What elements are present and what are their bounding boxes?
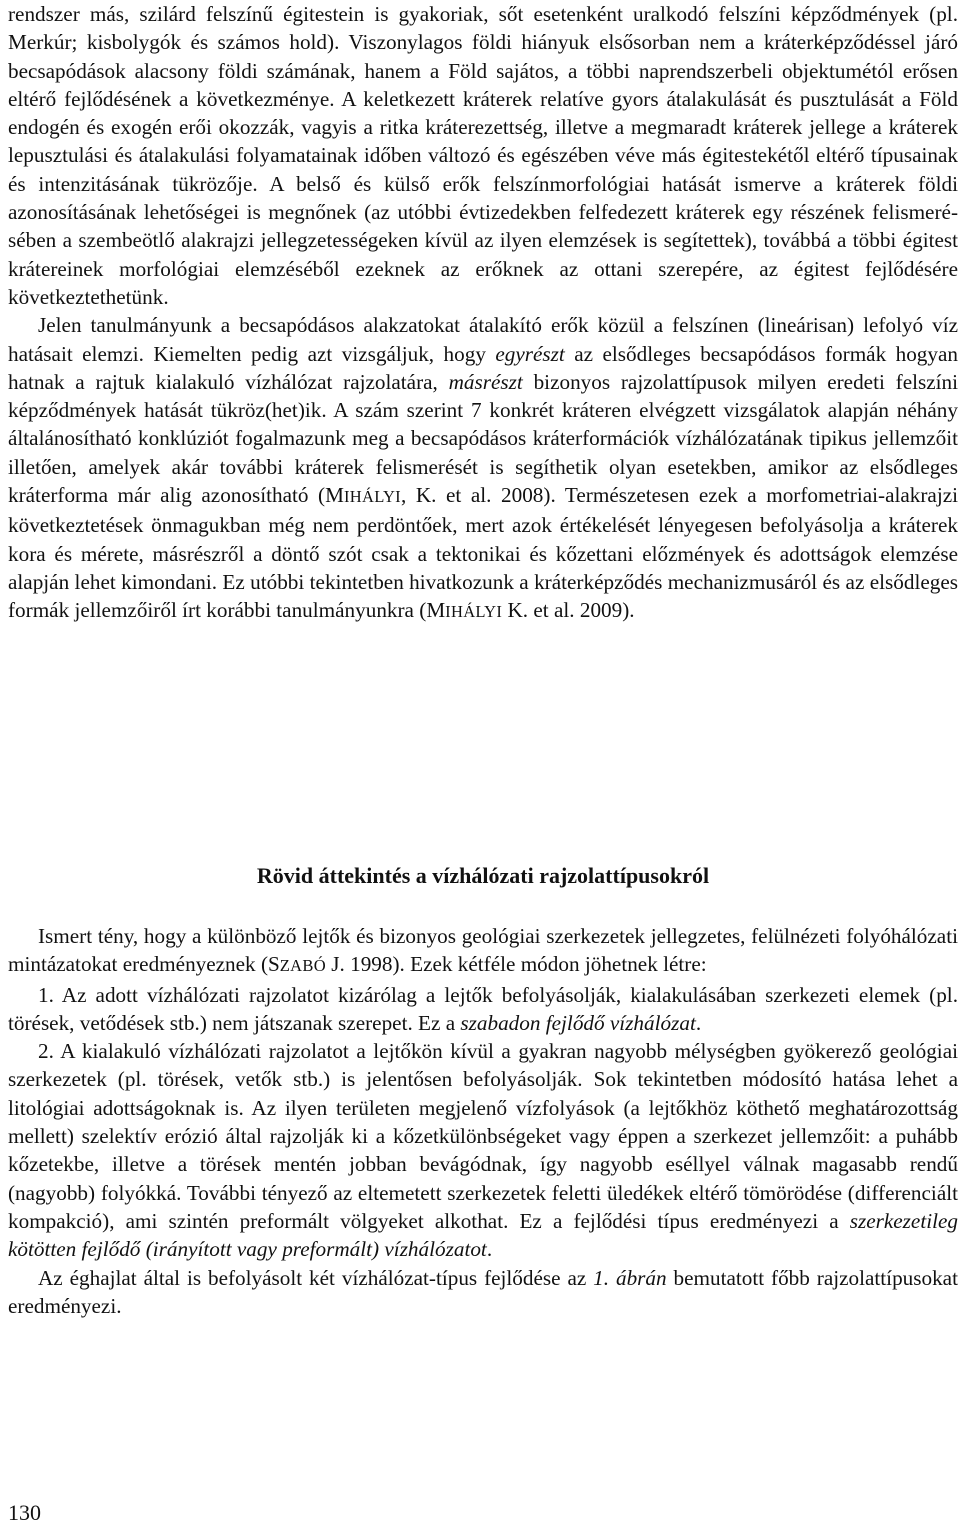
author-smallcaps: IHÁLYI [343, 487, 401, 507]
figure-reference: 1. ábrán [593, 1265, 667, 1290]
emphasis-szerkezetileg: szerkezetileg kötötten fejlődő (irányított vagy preformált) vízhálózatot [8, 1208, 958, 1262]
paragraph-6: Az éghajlat által is befolyásolt két vízhálózat-típus fejlődése az 1. ábrán bemutatott főbb rajzolattípusokat eredményezi. [8, 1265, 958, 1318]
text-block-upper [8, 0, 958, 627]
text-block-lower [8, 922, 958, 1320]
page-number: 130 [8, 1500, 41, 1525]
author-smallcaps: ZABÓ [279, 956, 326, 976]
emphasis-szabadon: szabadon fejlődő vízhálózat [460, 1010, 696, 1035]
emphasis-egyreszt: egyrészt [495, 341, 565, 366]
paragraph-1: rendszer más, szilárd felszínű égitestein is gyakoriak, sőt esetenként uralkodó felszíni képződmények (pl. Merkúr; kisbolygók és számos hold). Viszonylagos földi hiányuk elsősorban nem a kráterképződéssel járó becsapódások alacsony földi számának, hanem a Föld sajátos, a többi naprendszerbeli objektumétól erősen eltérő fejlődésének a következménye. A keletkezett kráterek relatíve gyors átalakulását és pusztulását a Föld endogén és exogén erői okozzák, vagyis a ritka kráterezettség, illetve a megmaradt kráterek jellege a kráterek lepusztulási és átalakulási folyamatainak időben változó és egészében véve más égitestekétől eltérő típusainak és intenzitásának tükrözője. A belső és külső erők felszínmorfológiai hatását ismerve a kráterek földi azonosításának lehetőségei is megnőnek (az utóbbi évtizedekben felfedezett kráterek egy részének felismerésében a szembeötlő alakrajzi jellegzetességeken kívül az ilyen elemzések is segítettek), továbbá a többi égitest krátereinek morfológiai elemzéséből ezeknek az erőknek az ottani szerepére, az égitest fejlődésére következtethetünk. [8, 2, 958, 309]
author-smallcaps: IHÁLYI [445, 602, 503, 622]
section-heading: Rövid áttekintés a vízhálózati rajzolattípusokról [256, 863, 710, 888]
emphasis-masreszt: másrészt [448, 369, 523, 394]
paragraph-4: 1. Az adott vízhálózati rajzolatot kizárólag a lejtők befolyásolják, kialakulásában szerkezeti elemek (pl. törések, vetődések stb.) nem játszanak szerepet. Ez a szabadon fejlődő vízhálózat. [8, 982, 958, 1035]
paragraph-3: Ismert tény, hogy a különböző lejtők és bizonyos geológiai szerkezetek jellegzetes, felülnézeti folyóhálózati mintázatokat eredményeznek (SZABÓ J. 1998). Ezek kétféle módon jöhetnek létre: [8, 924, 958, 977]
paragraph-2: Jelen tanulmányunk a becsapódásos alakzatokat átalakító erők közül a felszínen (lineárisan) lefolyó víz hatásait elemzi. Kiemelten pedig azt vizsgáljuk, hogy egyrészt az elsődleges becsapódásos formák hogyan hatnak a rajtuk kialakuló vízhálózat rajzolatára, másrészt bizonyos rajzolattípusok milyen eredeti felszíni képződmények hatását tükröz(het)ik. A szám szerint 7 konkrét kráteren elvégzett vizsgálatok alapján néhány általánosítható konklúziót fogalmazunk meg a becsapódásos kráterformációk vízhálózatának tipikus jellemzőit illetően, amelyek akár további kráterek felismerését is segíthetik olyan esetekben, amikor az elsődleges kráterforma már alig azonosítható (MIHÁLYI, K. et al. 2008). Természetesen ezek a morfometriai-alakrajzi következtetések önmagukban még nem perdöntőek, mert azok értékelését lényegesen befolyásolja a kráterek kora és mérete, másrészről a döntő szót csak a tektonikai és kőzettani előzmények és adottságok elemzése alapján lehet kimondani. Ez utóbbi tekintetben hivatkozunk a kráterképződés mechanizmusáról és az elsődleges formák jellemzőiről írt korábbi tanulmányunkra (MIHÁLYI K. et al. 2009). [8, 313, 958, 623]
paragraph-5: 2. A kialakuló vízhálózati rajzolatot a lejtőkön kívül a gyakran nagyobb mélységben gyökerező geológiai szerkezetek (pl. törések, vetők stb.) is jelentősen befolyásolják. Sok tekintetben módosító hatása lehet a litológiai adottságoknak is. Az ilyen területen megjelenő vízfolyások (a lejtőkhöz köthető meghatározottság mellett) szelektív erózió által rajzolják ki a kőzetkülönbségeket vagy éppen a szerkezet jellemzőit: a puhább kőzetekbe, illetve a törések mentén jobban bevágódnak, így nagyobb eséllyel válnak magasabb rendű (nagyobb) folyókká. További tényező az eltemetett szerkezetek feletti üledékek eltérő tömörödése (differenciált kompakció), ami szintén preformált völgyeket alkothat. Ez a fejlődési típus eredményezi a szerkezetileg kötötten fejlődő (irányított vagy preformált) vízhálózatot. [8, 1039, 958, 1262]
